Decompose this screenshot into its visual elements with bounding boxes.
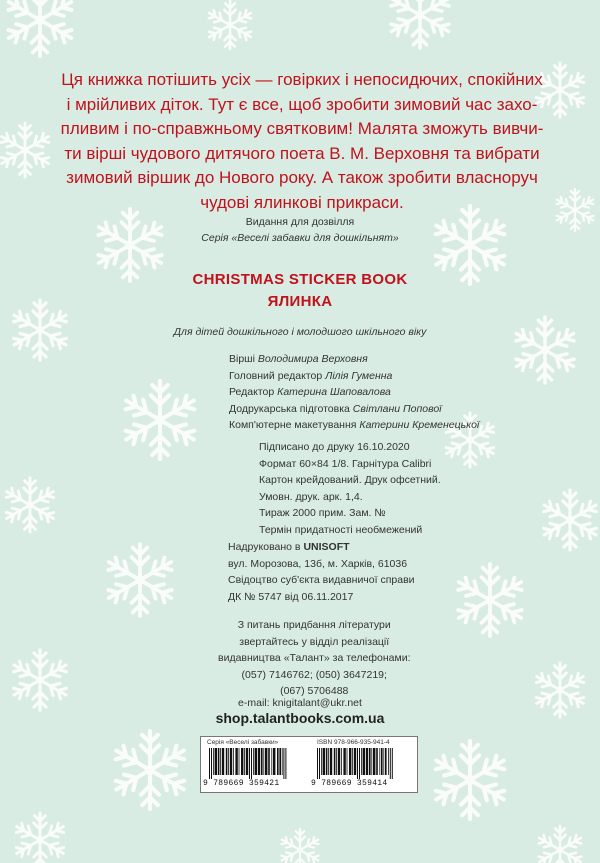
intro-line: зимовий віршик до Нового року. А також зробити власноруч xyxy=(66,168,538,187)
credit-label: Редактор xyxy=(229,386,278,398)
barcode-panel xyxy=(200,736,418,793)
series-barcode-digits: 9 789669 359421 xyxy=(203,779,280,788)
isbn-label: ISBN 978-966-935-941-4 xyxy=(317,739,390,746)
printer-prefix: Надруковано в xyxy=(228,541,304,553)
printer-line: Свідоцтво суб'єкта видавничої справи xyxy=(228,574,415,586)
edition-type: Видання для дозвілля xyxy=(245,216,355,228)
title-main: CHRISTMAS STICKER BOOK xyxy=(192,271,408,288)
isbn-barcode-digits: 9 789669 359414 xyxy=(311,779,388,788)
print-line: Термін придатності необмежений xyxy=(259,523,423,536)
intro-line: і мрійливих діток. Тут є все, щоб зробити зимовий час захо- xyxy=(66,94,538,114)
credit-name: Лілія Гуменна xyxy=(325,369,393,382)
series-name: Серія «Веселі забавки для дошкільнят» xyxy=(201,232,399,244)
isbn-barcode xyxy=(315,748,411,779)
credit-name: Світлани Попової xyxy=(352,402,442,415)
printer-company: UNISOFT xyxy=(303,541,350,553)
credit-label: Головний редактор xyxy=(229,369,326,382)
credits xyxy=(229,351,479,434)
book-title xyxy=(0,269,600,313)
printer-line: вул. Морозова, 13б, м. Харків, 61036 xyxy=(228,557,408,570)
credit-line xyxy=(229,401,479,418)
intro-line: Ця книжка потішить усіх — говірких і непосидючих, спокійних xyxy=(61,70,543,89)
printer-line: ДК № 5747 від 06.11.2017 xyxy=(228,590,354,603)
print-info xyxy=(259,439,441,538)
intro-line: чудові ялинкові прикраси. xyxy=(200,192,404,212)
credit-line xyxy=(229,384,479,401)
website-link[interactable]: shop.talantbooks.com.ua xyxy=(215,710,385,726)
credit-name: Катерини Кременецької xyxy=(359,419,480,431)
series-info xyxy=(0,214,600,246)
credit-label: Вірші xyxy=(229,353,258,365)
credit-label: Комп'ютерне макетування xyxy=(229,419,360,431)
email-address: e-mail: knigitalant@ukr.net xyxy=(238,697,362,709)
print-line: Формат 60×84 1/8. Гарнітура Calibri xyxy=(259,457,432,470)
print-line: Картон крейдований. Друк офсетний. xyxy=(259,474,441,486)
contact-line: звертайтесь у відділ реалізації xyxy=(239,635,390,648)
print-line: Умовн. друк. арк. 1,4. xyxy=(259,490,363,503)
credit-name: Володимира Верховня xyxy=(257,353,368,365)
credit-line xyxy=(229,417,479,434)
print-line: Підписано до друку 16.10.2020 xyxy=(259,441,410,453)
credit-label: Додрукарська підготовка xyxy=(229,402,353,415)
intro-paragraph xyxy=(60,68,544,215)
contact-line: З питань придбання літератури xyxy=(237,619,391,631)
contact-line: (057) 7146762; (050) 3647219; xyxy=(241,668,387,681)
credit-line xyxy=(229,351,479,368)
print-line: Тираж 2000 прим. Зам. № xyxy=(259,507,386,519)
credit-name: Катерина Шаповалова xyxy=(277,386,391,398)
intro-line: ти вірші чудового дитячого поета В. М. Верховня та вибрати xyxy=(64,143,540,163)
contact-line: (067) 5706488 xyxy=(280,685,349,697)
age-group: Для дітей дошкільного і молодшого шкільного віку xyxy=(173,326,427,338)
intro-line: пливим і по-справжньому святковим! Малята зможуть вивчи- xyxy=(60,119,544,138)
credit-line xyxy=(229,368,479,385)
series-barcode-label: Серія «Веселі забавки» xyxy=(207,739,279,746)
contact-info xyxy=(218,617,410,700)
series-barcode xyxy=(207,748,303,779)
title-sub: ЯЛИНКА xyxy=(267,293,333,310)
printer-info xyxy=(228,539,415,605)
printer-line xyxy=(228,539,415,556)
contact-line: видавництва «Талант» за телефонами: xyxy=(218,652,411,664)
